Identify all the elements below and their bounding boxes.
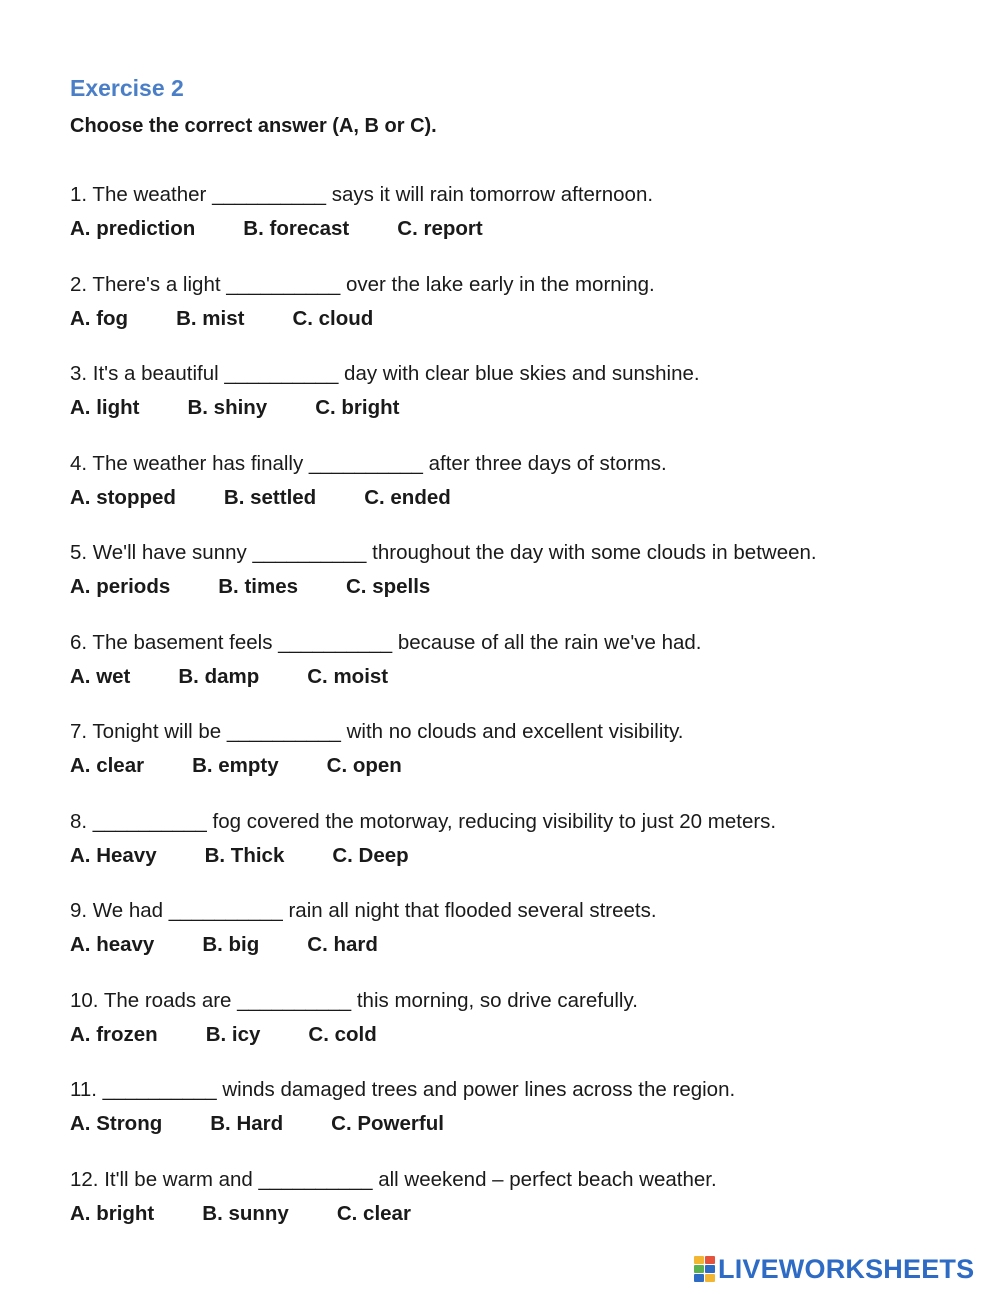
option-c[interactable]: C. report (397, 217, 483, 240)
option-b[interactable]: B. damp (178, 664, 260, 688)
option-a[interactable]: A. clear (70, 754, 145, 777)
option-b[interactable]: B. sunny (202, 1201, 289, 1225)
question-text: 6. The basement feels __________ because of all the rain we've had. (70, 630, 702, 654)
question-item (70, 807, 950, 897)
option-b[interactable]: B. big (202, 933, 260, 956)
answer-options (70, 751, 950, 781)
option-b[interactable]: B. Hard (210, 1112, 284, 1135)
answer-options (70, 393, 950, 423)
exercise-title: Exercise 2 (70, 75, 184, 101)
option-c[interactable]: C. cloud (292, 306, 374, 330)
option-c[interactable]: C. open (326, 754, 402, 777)
answer-options (70, 1199, 950, 1229)
question-item (70, 449, 950, 539)
liveworksheets-logo (694, 1254, 974, 1284)
option-b[interactable]: B. mist (176, 306, 245, 330)
option-b[interactable]: B. icy (205, 1022, 261, 1046)
question-item (70, 896, 950, 986)
option-c[interactable]: C. moist (307, 664, 389, 688)
answer-options (70, 572, 950, 602)
option-a[interactable]: A. heavy (70, 933, 155, 956)
option-a[interactable]: A. fog (70, 306, 129, 330)
option-b[interactable]: B. times (218, 575, 298, 598)
question-item (70, 538, 950, 628)
answer-options (70, 483, 950, 513)
question-text: 3. It's a beautiful __________ day with clear blue skies and sunshine. (70, 362, 700, 385)
option-b[interactable]: B. shiny (187, 396, 268, 419)
option-c[interactable]: C. clear (336, 1201, 411, 1225)
question-item (70, 270, 950, 360)
instruction-text: Choose the correct answer (A, B or C). (70, 115, 437, 137)
logo-text: LIVEWORKSHEETS (718, 1254, 975, 1284)
question-text: 2. There's a light __________ over the lake early in the morning. (70, 272, 655, 296)
question-item (70, 717, 950, 807)
question-text: 1. The weather __________ says it will rain tomorrow afternoon. (70, 183, 654, 206)
question-text: 4. The weather has finally __________ after three days of storms. (70, 451, 667, 475)
answer-options (70, 304, 950, 334)
answer-options (70, 214, 950, 244)
question-text: 11. __________ winds damaged trees and power lines across the region. (70, 1078, 736, 1101)
liveworksheets-logo-icon (694, 1256, 715, 1282)
option-c[interactable]: C. ended (364, 485, 451, 509)
question-item (70, 359, 950, 449)
question-item (70, 1075, 950, 1165)
option-a[interactable]: A. wet (70, 664, 131, 688)
option-b[interactable]: B. settled (223, 485, 317, 509)
question-text: 8. __________ fog covered the motorway, reducing visibility to just 20 meters. (70, 809, 777, 833)
question-item (70, 628, 950, 718)
question-item (70, 180, 950, 270)
option-a[interactable]: A. light (70, 396, 140, 419)
option-b[interactable]: B. empty (192, 754, 279, 777)
option-a[interactable]: A. Strong (70, 1112, 163, 1135)
question-text: 10. The roads are __________ this morning, so drive carefully. (70, 988, 638, 1012)
option-a[interactable]: A. bright (70, 1201, 155, 1225)
option-c[interactable]: C. bright (315, 396, 400, 419)
option-c[interactable]: C. cold (308, 1022, 377, 1046)
question-text: 12. It'll be warm and __________ all weekend – perfect beach weather. (70, 1167, 717, 1191)
worksheet-page (70, 72, 950, 1254)
question-list (70, 180, 950, 1254)
option-c[interactable]: C. Deep (332, 843, 409, 867)
option-c[interactable]: C. Powerful (331, 1112, 444, 1135)
answer-options (70, 930, 950, 960)
question-text: 9. We had __________ rain all night that flooded several streets. (70, 899, 657, 922)
answer-options (70, 841, 950, 871)
option-a[interactable]: A. periods (70, 575, 171, 598)
option-a[interactable]: A. prediction (70, 217, 196, 240)
option-c[interactable]: C. spells (346, 575, 431, 598)
answer-options (70, 1020, 950, 1050)
option-c[interactable]: C. hard (307, 933, 378, 956)
question-item (70, 986, 950, 1076)
option-a[interactable]: A. Heavy (70, 843, 157, 867)
option-a[interactable]: A. frozen (70, 1022, 158, 1046)
option-b[interactable]: B. forecast (243, 217, 350, 240)
option-b[interactable]: B. Thick (204, 843, 285, 867)
answer-options (70, 662, 950, 692)
option-a[interactable]: A. stopped (70, 485, 176, 509)
answer-options (70, 1109, 950, 1139)
question-item (70, 1165, 950, 1255)
question-text: 5. We'll have sunny __________ throughout the day with some clouds in between. (70, 541, 817, 564)
question-text: 7. Tonight will be __________ with no clouds and excellent visibility. (70, 720, 684, 743)
